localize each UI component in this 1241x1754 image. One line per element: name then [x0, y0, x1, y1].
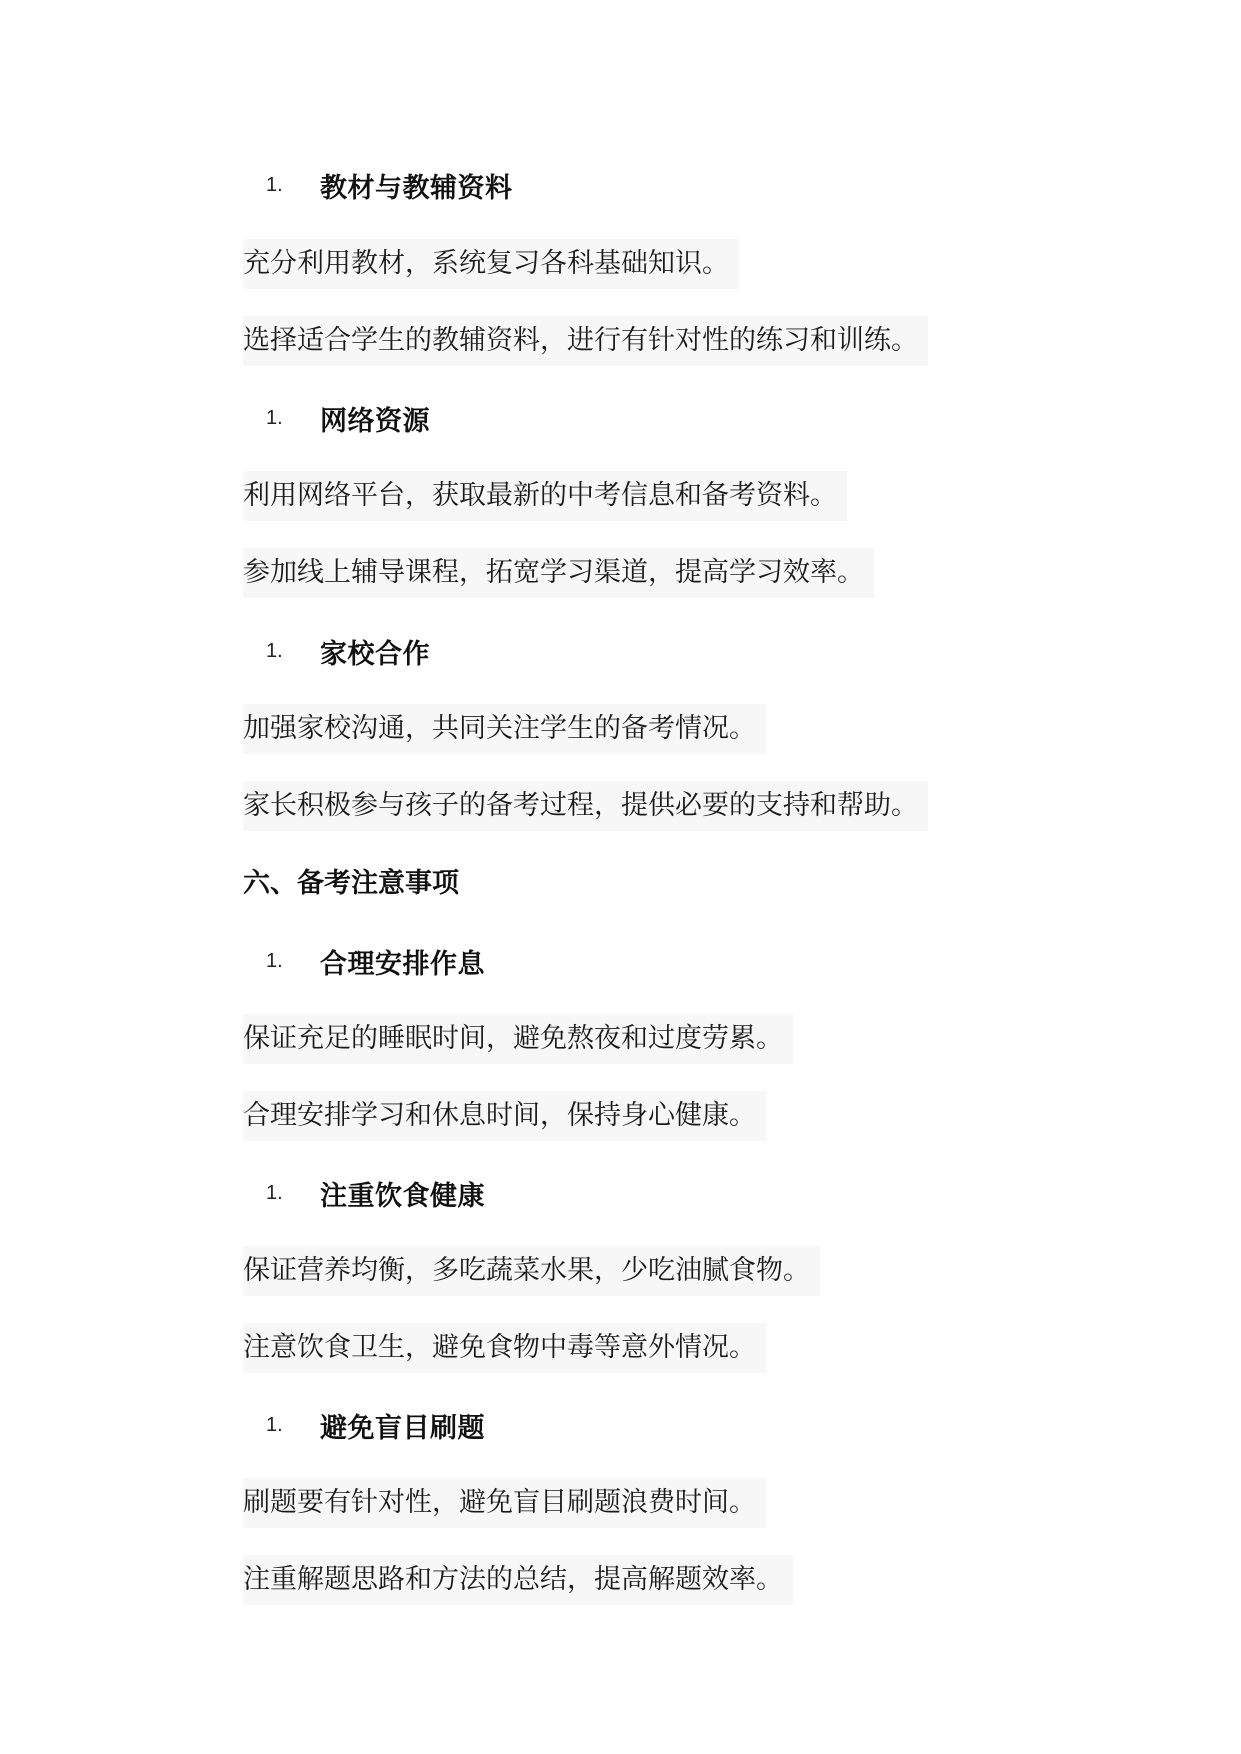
paragraph: 保证营养均衡，多吃蔬菜水果，少吃油腻食物。 — [243, 1246, 820, 1296]
paragraph: 注意饮食卫生，避免食物中毒等意外情况。 — [243, 1323, 766, 1373]
list-number: 1. — [266, 1413, 283, 1436]
heading-title: 教材与教辅资料 — [320, 172, 513, 204]
paragraph: 保证充足的睡眠时间，避免熬夜和过度劳累。 — [243, 1014, 793, 1064]
list-number: 1. — [266, 639, 283, 662]
numbered-heading — [266, 631, 430, 671]
paragraph: 注重解题思路和方法的总结，提高解题效率。 — [243, 1555, 793, 1605]
paragraph: 参加线上辅导课程，拓宽学习渠道，提高学习效率。 — [243, 548, 874, 598]
numbered-heading — [266, 398, 430, 438]
numbered-heading — [266, 941, 485, 981]
paragraph: 刷题要有针对性，避免盲目刷题浪费时间。 — [243, 1478, 766, 1528]
paragraph: 家长积极参与孩子的备考过程，提供必要的支持和帮助。 — [243, 781, 928, 831]
paragraph: 合理安排学习和休息时间，保持身心健康。 — [243, 1091, 766, 1141]
heading-title: 注重饮食健康 — [320, 1180, 485, 1212]
paragraph: 利用网络平台，获取最新的中考信息和备考资料。 — [243, 471, 847, 521]
paragraph: 选择适合学生的教辅资料，进行有针对性的练习和训练。 — [243, 316, 928, 366]
paragraph: 充分利用教材，系统复习各科基础知识。 — [243, 239, 739, 289]
heading-title: 避免盲目刷题 — [320, 1412, 485, 1444]
heading-title: 合理安排作息 — [320, 948, 485, 980]
numbered-heading — [266, 1405, 485, 1445]
heading-title: 网络资源 — [320, 405, 430, 437]
list-number: 1. — [266, 949, 283, 972]
numbered-heading — [266, 1173, 485, 1213]
list-number: 1. — [266, 173, 283, 196]
heading-title: 家校合作 — [320, 638, 430, 670]
paragraph: 加强家校沟通，共同关注学生的备考情况。 — [243, 704, 766, 754]
numbered-heading — [266, 165, 513, 205]
list-number: 1. — [266, 406, 283, 429]
list-number: 1. — [266, 1181, 283, 1204]
section-heading: 六、备考注意事项 — [243, 868, 459, 899]
